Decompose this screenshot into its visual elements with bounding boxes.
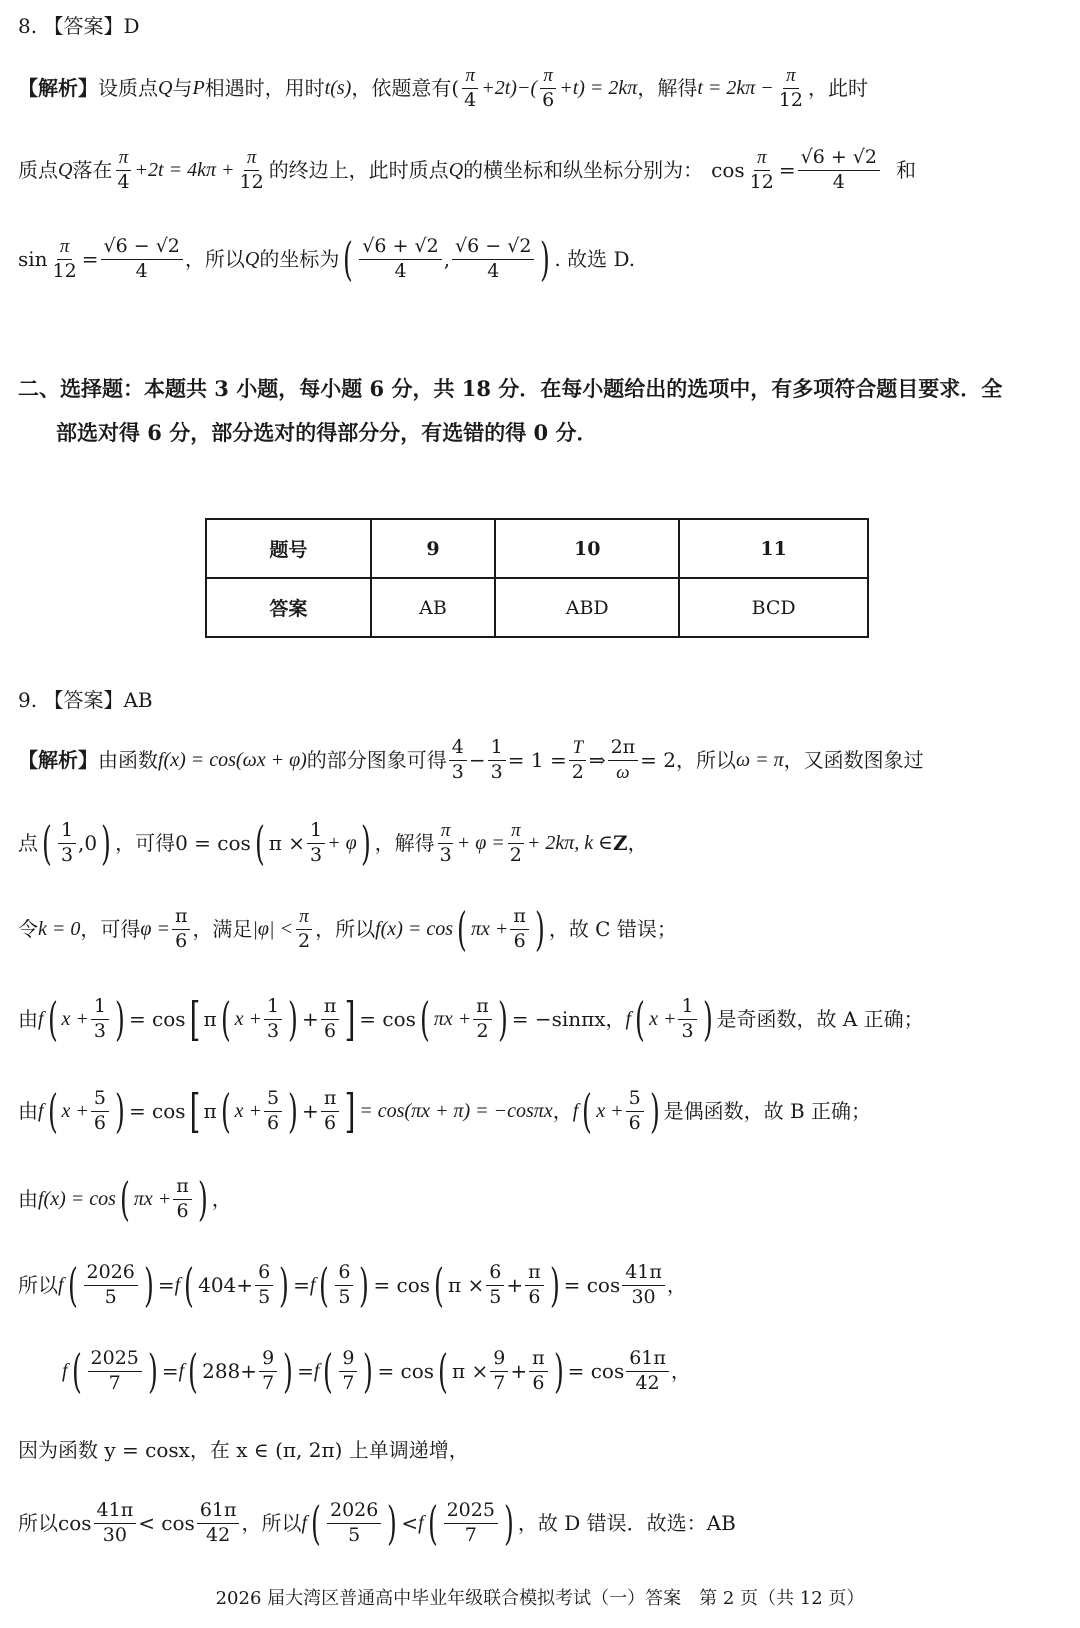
fraction-pi-over-6: $\frac{\pi}{6}$ — [542, 65, 555, 111]
table-cell: 11 — [679, 519, 868, 578]
fraction-pi-over-12: $\frac{\pi}{12}$ — [749, 147, 774, 193]
fraction-sqrt6-plus-sqrt2-over-4: $\frac{√6 + √2}{4}$ — [798, 148, 880, 193]
section-2-title: 二、选择题：本题共 3 小题，每小题 6 分，共 18 分．在每小题给出的选项中，有多项符合题目要求．全 — [18, 376, 1003, 401]
q9-answer-header: 9. 【答案】AB — [18, 688, 153, 712]
q9-analysis-line-6: 由 f(x) = cos ( πx + $\frac{\pi}{6}$ ) ， — [18, 1176, 1062, 1222]
answer-table — [205, 518, 869, 638]
q8-analysis-line-3: sin $\frac{\pi}{12}$ = $\frac{√6 - √2}{4}$ ，所以 Q 的坐标为 ( $\frac{√6 + √2}{4}$ , $\frac{√6 - √2}{4}$ ) . 故选 D. — [18, 236, 1062, 282]
q9-analysis-line-2: 点 ( $\frac{1}{3}$ ,0 ) ，可得 0 = cos ( π × $\frac{1}{3}$ + φ ) ，解得 $\frac{\pi}{3}$ + φ = $\frac{\pi}{2}$ + 2kπ, k ∈ Z ， — [18, 820, 1062, 866]
coordinate-pair: ( $\frac{√6 + √2}{4}$ , $\frac{√6 - √2}{4}$ ) — [339, 236, 554, 282]
fraction-pi-over-12: $\frac{\pi}{12}$ — [778, 65, 803, 111]
table-cell: BCD — [679, 578, 868, 637]
table-row — [206, 578, 868, 637]
q8-analysis-line-1: 【解析】 设质点 Q 与 P 相遇时，用时 t(s) ，依题意有 ( $\frac{\pi}{4}$ +2t)−( $\frac{\pi}{6}$ +t) = 2kπ ，解得 t = 2kπ − $\frac{\pi}{12}$ ，此时 — [18, 65, 868, 111]
q9-analysis-line-1: 【解析】 由函数 f(x) = cos(ωx + φ) 的部分图象可得 $\frac{4}{3}$ − $\frac{1}{3}$ = 1 = $\frac{T}{2}$ ⇒ $\frac{2\pi}{\omega}$ = 2，所以 ω = π ，又函数图象过 — [18, 736, 924, 783]
table-row — [206, 519, 868, 578]
table-cell: AB — [371, 578, 495, 637]
fraction-pi-over-4: $\frac{\pi}{4}$ — [464, 65, 477, 111]
section-2-title-cont: 部选对得 6 分，部分选对的得部分分，有选错的得 0 分． — [56, 420, 598, 445]
table-cell: 9 — [371, 519, 495, 578]
table-cell: 答案 — [206, 578, 371, 637]
q9-analysis-line-9: 因为函数 y = cosx，在 x ∈ (π, 2π) 上单调递增， — [18, 1438, 469, 1462]
fraction-pi-over-12: $\frac{\pi}{12}$ — [239, 147, 264, 193]
table-cell: 题号 — [206, 519, 371, 578]
fraction-sqrt6-minus-sqrt2-over-4: $\frac{√6 - √2}{4}$ — [101, 237, 183, 282]
table-cell: ABD — [495, 578, 679, 637]
q9-analysis-line-3: 令 k = 0 ，可得 φ = $\frac{\pi}{6}$ ，满足 |φ| < $\frac{\pi}{2}$ ，所以 f(x) = cos ( πx + $\frac{\pi}{6}$ ) ，故 C 错误； — [18, 906, 1062, 952]
fraction-pi-over-12: $\frac{\pi}{12}$ — [52, 235, 77, 282]
q9-analysis-line-5: 由 f ( x + $\frac{5}{6}$ ) = cos [ π ( x + $\frac{5}{6}$ ) + $\frac{\pi}{6}$ ] = cos(πx + π) = −cosπx ， f ( x + $\frac{5}{6}$ ) 是偶函数，故 B 正确； — [18, 1088, 1062, 1134]
q9-analysis-line-10: 所以 cos $\frac{41\pi}{30}$ < cos $\frac{61\pi}{42}$ ，所以 f ( $\frac{2026}{5}$ ) < f ( $\frac{2025}{7}$ ) ，故 D 错误．故选：AB — [18, 1500, 1062, 1546]
q9-analysis-line-7: 所以 f ( $\frac{2026}{5}$ ) = f ( 404 + $\frac{6}{5}$ ) = f ( $\frac{6}{5}$ ) = cos ( π × $\frac{6}{5}$ + $\frac{\pi}{6}$ ) = cos $\frac{41\pi}{30}$ ， — [18, 1262, 1062, 1308]
q9-analysis-line-8: f ( $\frac{2025}{7}$ ) = f ( 288 + $\frac{9}{7}$ ) = f ( $\frac{9}{7}$ ) = cos ( π × $\frac{9}{7}$ + $\frac{\pi}{6}$ ) = cos $\frac{61\pi}{42}$ ， — [62, 1348, 1062, 1394]
fraction-pi-over-4: $\frac{\pi}{4}$ — [117, 147, 130, 193]
q8-answer-header: 8. 【答案】D — [18, 14, 140, 38]
table-cell: 10 — [495, 519, 679, 578]
page-footer: 2026 届大湾区普通高中毕业年级联合模拟考试（一）答案 第 2 页（共 12 页） — [215, 1588, 865, 1609]
q8-analysis-line-2: 质点 Q 落在 $\frac{\pi}{4}$ +2t = 4kπ + $\frac{\pi}{12}$ 的终边上，此时质点 Q 的横坐标和纵坐标分别为： cos $\frac{\pi}{12}$ = $\frac{√6 + √2}{4}$ 和 — [18, 146, 916, 193]
q9-analysis-line-4: 由 f ( x + $\frac{1}{3}$ ) = cos [ π ( x + $\frac{1}{3}$ ) + $\frac{\pi}{6}$ ] = cos ( πx + $\frac{\pi}{2}$ ) = −sinπx ， f ( x + $\frac{1}{3}$ ) 是奇函数，故 A 正确； — [18, 996, 1062, 1042]
